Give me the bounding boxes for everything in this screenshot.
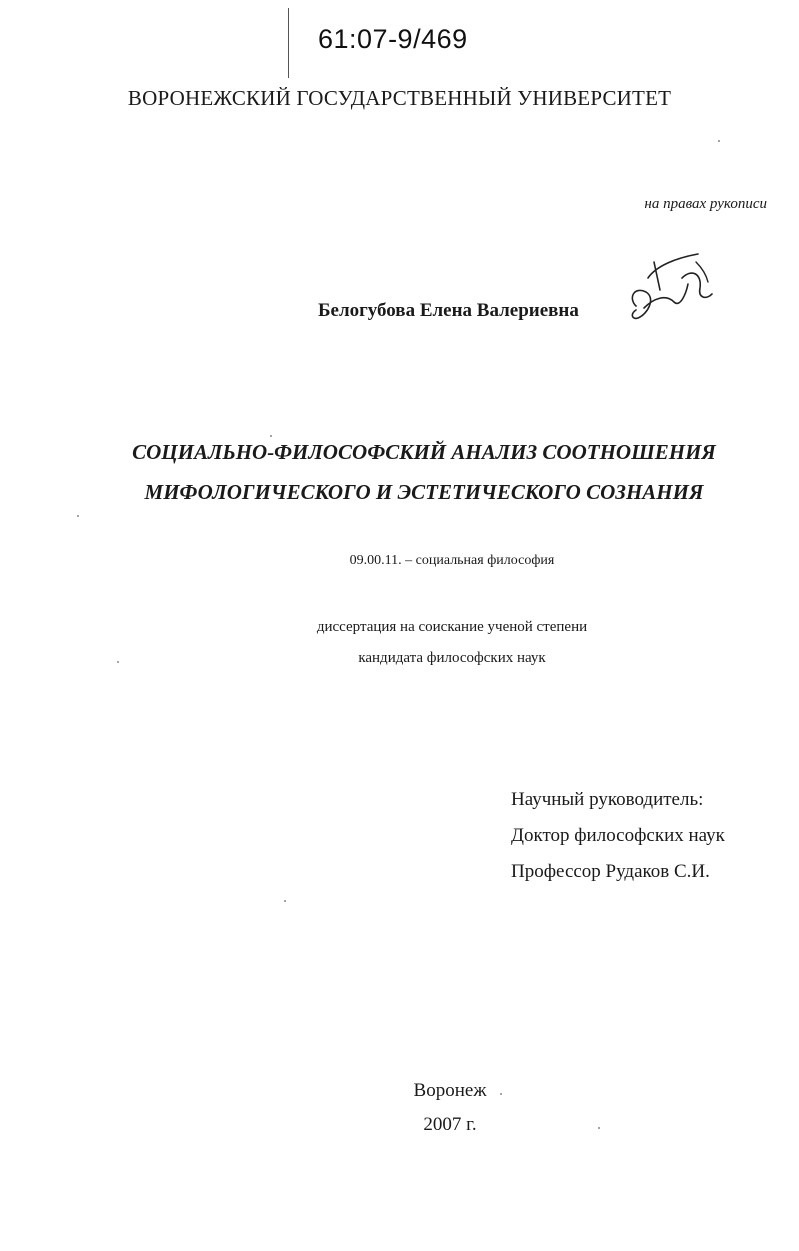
author-name: Белогубова Елена Валериевна (318, 300, 579, 321)
city: Воронеж (413, 1080, 487, 1101)
degree-line-2: кандидата философских наук (358, 650, 546, 666)
advisor-heading: Научный руководитель: (511, 789, 704, 810)
manuscript-note: на правах рукописи (644, 196, 767, 212)
scan-speck (117, 661, 119, 663)
archive-stamp: 61:07-9/469 (318, 24, 468, 54)
scan-speck (77, 515, 79, 517)
dissertation-title-line-1: СОЦИАЛЬНО-ФИЛОСОФСКИЙ АНАЛИЗ СООТНОШЕНИЯ (132, 440, 716, 464)
degree-line-1: диссертация на соискание ученой степени (316, 619, 588, 635)
dissertation-title-line-2: МИФОЛОГИЧЕСКОГО И ЭСТЕТИЧЕСКОГО СОЗНАНИЯ (144, 480, 704, 504)
scan-speck (718, 140, 720, 142)
year: 2007 г. (423, 1114, 477, 1135)
scan-speck (284, 900, 286, 902)
margin-line (288, 8, 289, 78)
signature-icon (626, 248, 716, 328)
specialty-code: 09.00.11. – социальная философия (349, 553, 555, 568)
advisor-degree: Доктор философских наук (511, 825, 725, 846)
scan-speck (270, 435, 272, 437)
scan-speck (500, 1093, 502, 1095)
scan-speck (598, 1127, 600, 1129)
university-name: ВОРОНЕЖСКИЙ ГОСУДАРСТВЕННЫЙ УНИВЕРСИТЕТ (127, 86, 672, 110)
advisor-name: Профессор Рудаков С.И. (511, 861, 710, 882)
